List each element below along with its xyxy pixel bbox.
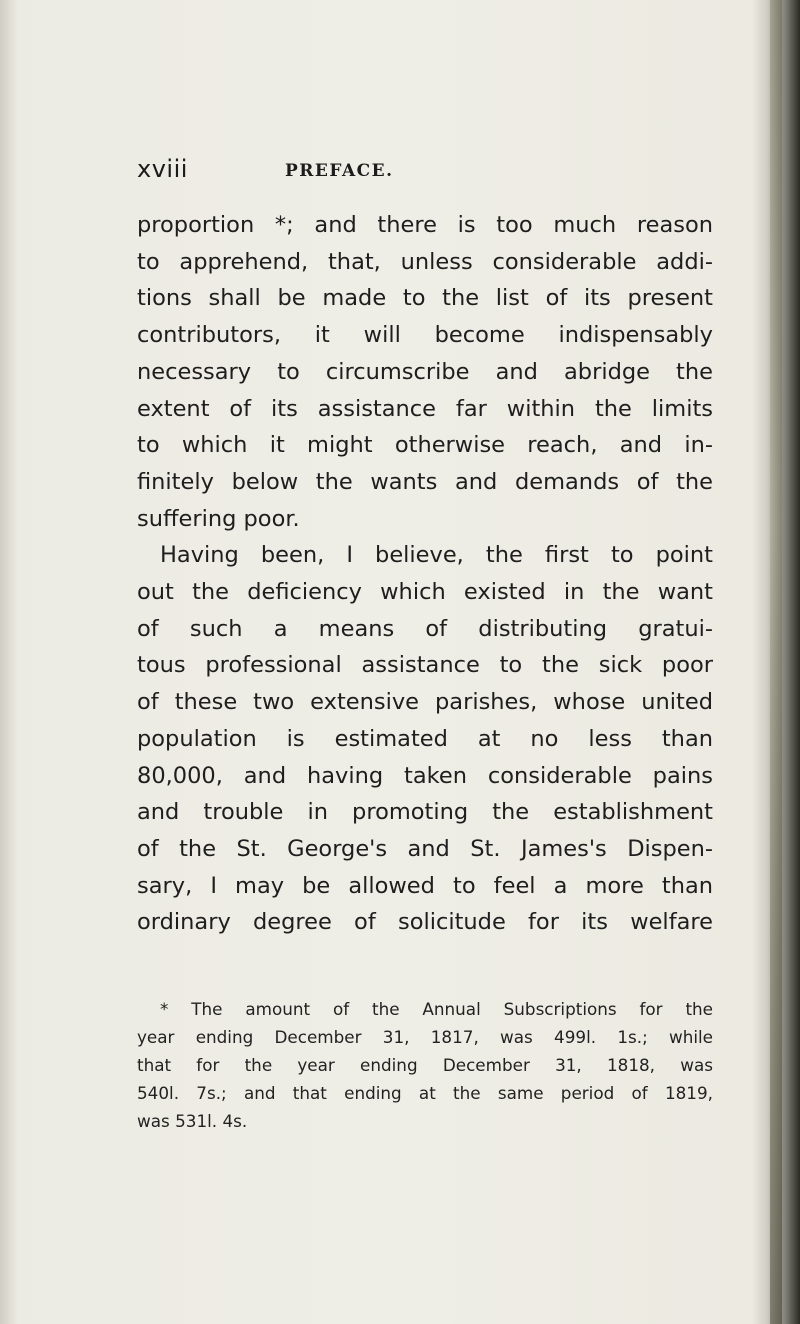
body-line: extent of its assistance far within the limits — [137, 395, 713, 422]
body-line: and trouble in promoting the establishment — [137, 799, 713, 826]
body-line: necessary to circumscribe and abridge the — [137, 358, 713, 385]
body-line: ordinary degree of solicitude for its welfare — [137, 909, 713, 936]
body-line: of such a means of distributing gratui- — [137, 615, 713, 642]
body-line: of the St. George's and St. James's Dispen- — [137, 835, 713, 862]
body-line: out the deficiency which existed in the want — [137, 579, 713, 606]
body-line: finitely below the wants and demands of the — [137, 468, 713, 495]
body-line: tous professional assistance to the sick poor — [137, 652, 713, 679]
page-number: xviii — [137, 155, 188, 183]
body-line: to apprehend, that, unless considerable addi- — [137, 248, 713, 275]
footnote-line: that for the year ending December 31, 1818, was — [137, 1055, 713, 1075]
body-line: of these two extensive parishes, whose united — [137, 689, 713, 716]
body-line: Having been, I believe, the first to point — [160, 542, 713, 569]
page-left-edge — [0, 0, 18, 1324]
body-line: to which it might otherwise reach, and in- — [137, 432, 713, 459]
footnote-line: 540l. 7s.; and that ending at the same period of 1819, — [137, 1083, 713, 1103]
page-header — [0, 155, 800, 195]
body-line: population is estimated at no less than — [137, 725, 713, 752]
body-line: 80,000, and having taken considerable pains — [137, 762, 713, 789]
footnote-line: year ending December 31, 1817, was 499l. 1s.; while — [137, 1027, 713, 1047]
footnote — [137, 995, 713, 1135]
binding-shadow — [752, 0, 800, 1324]
body-line: suffering poor. — [137, 505, 300, 532]
running-head: PREFACE. — [285, 161, 394, 181]
footnote-line: * The amount of the Annual Subscriptions for the — [160, 999, 713, 1019]
body-line: contributors, it will become indispensably — [137, 322, 713, 349]
body-line: tions shall be made to the list of its present — [137, 285, 713, 312]
body-line: proportion *; and there is too much reason — [137, 212, 713, 238]
footnote-line: was 531l. 4s. — [137, 1111, 248, 1131]
body-line: sary, I may be allowed to feel a more than — [137, 872, 713, 899]
body-text — [137, 207, 713, 941]
